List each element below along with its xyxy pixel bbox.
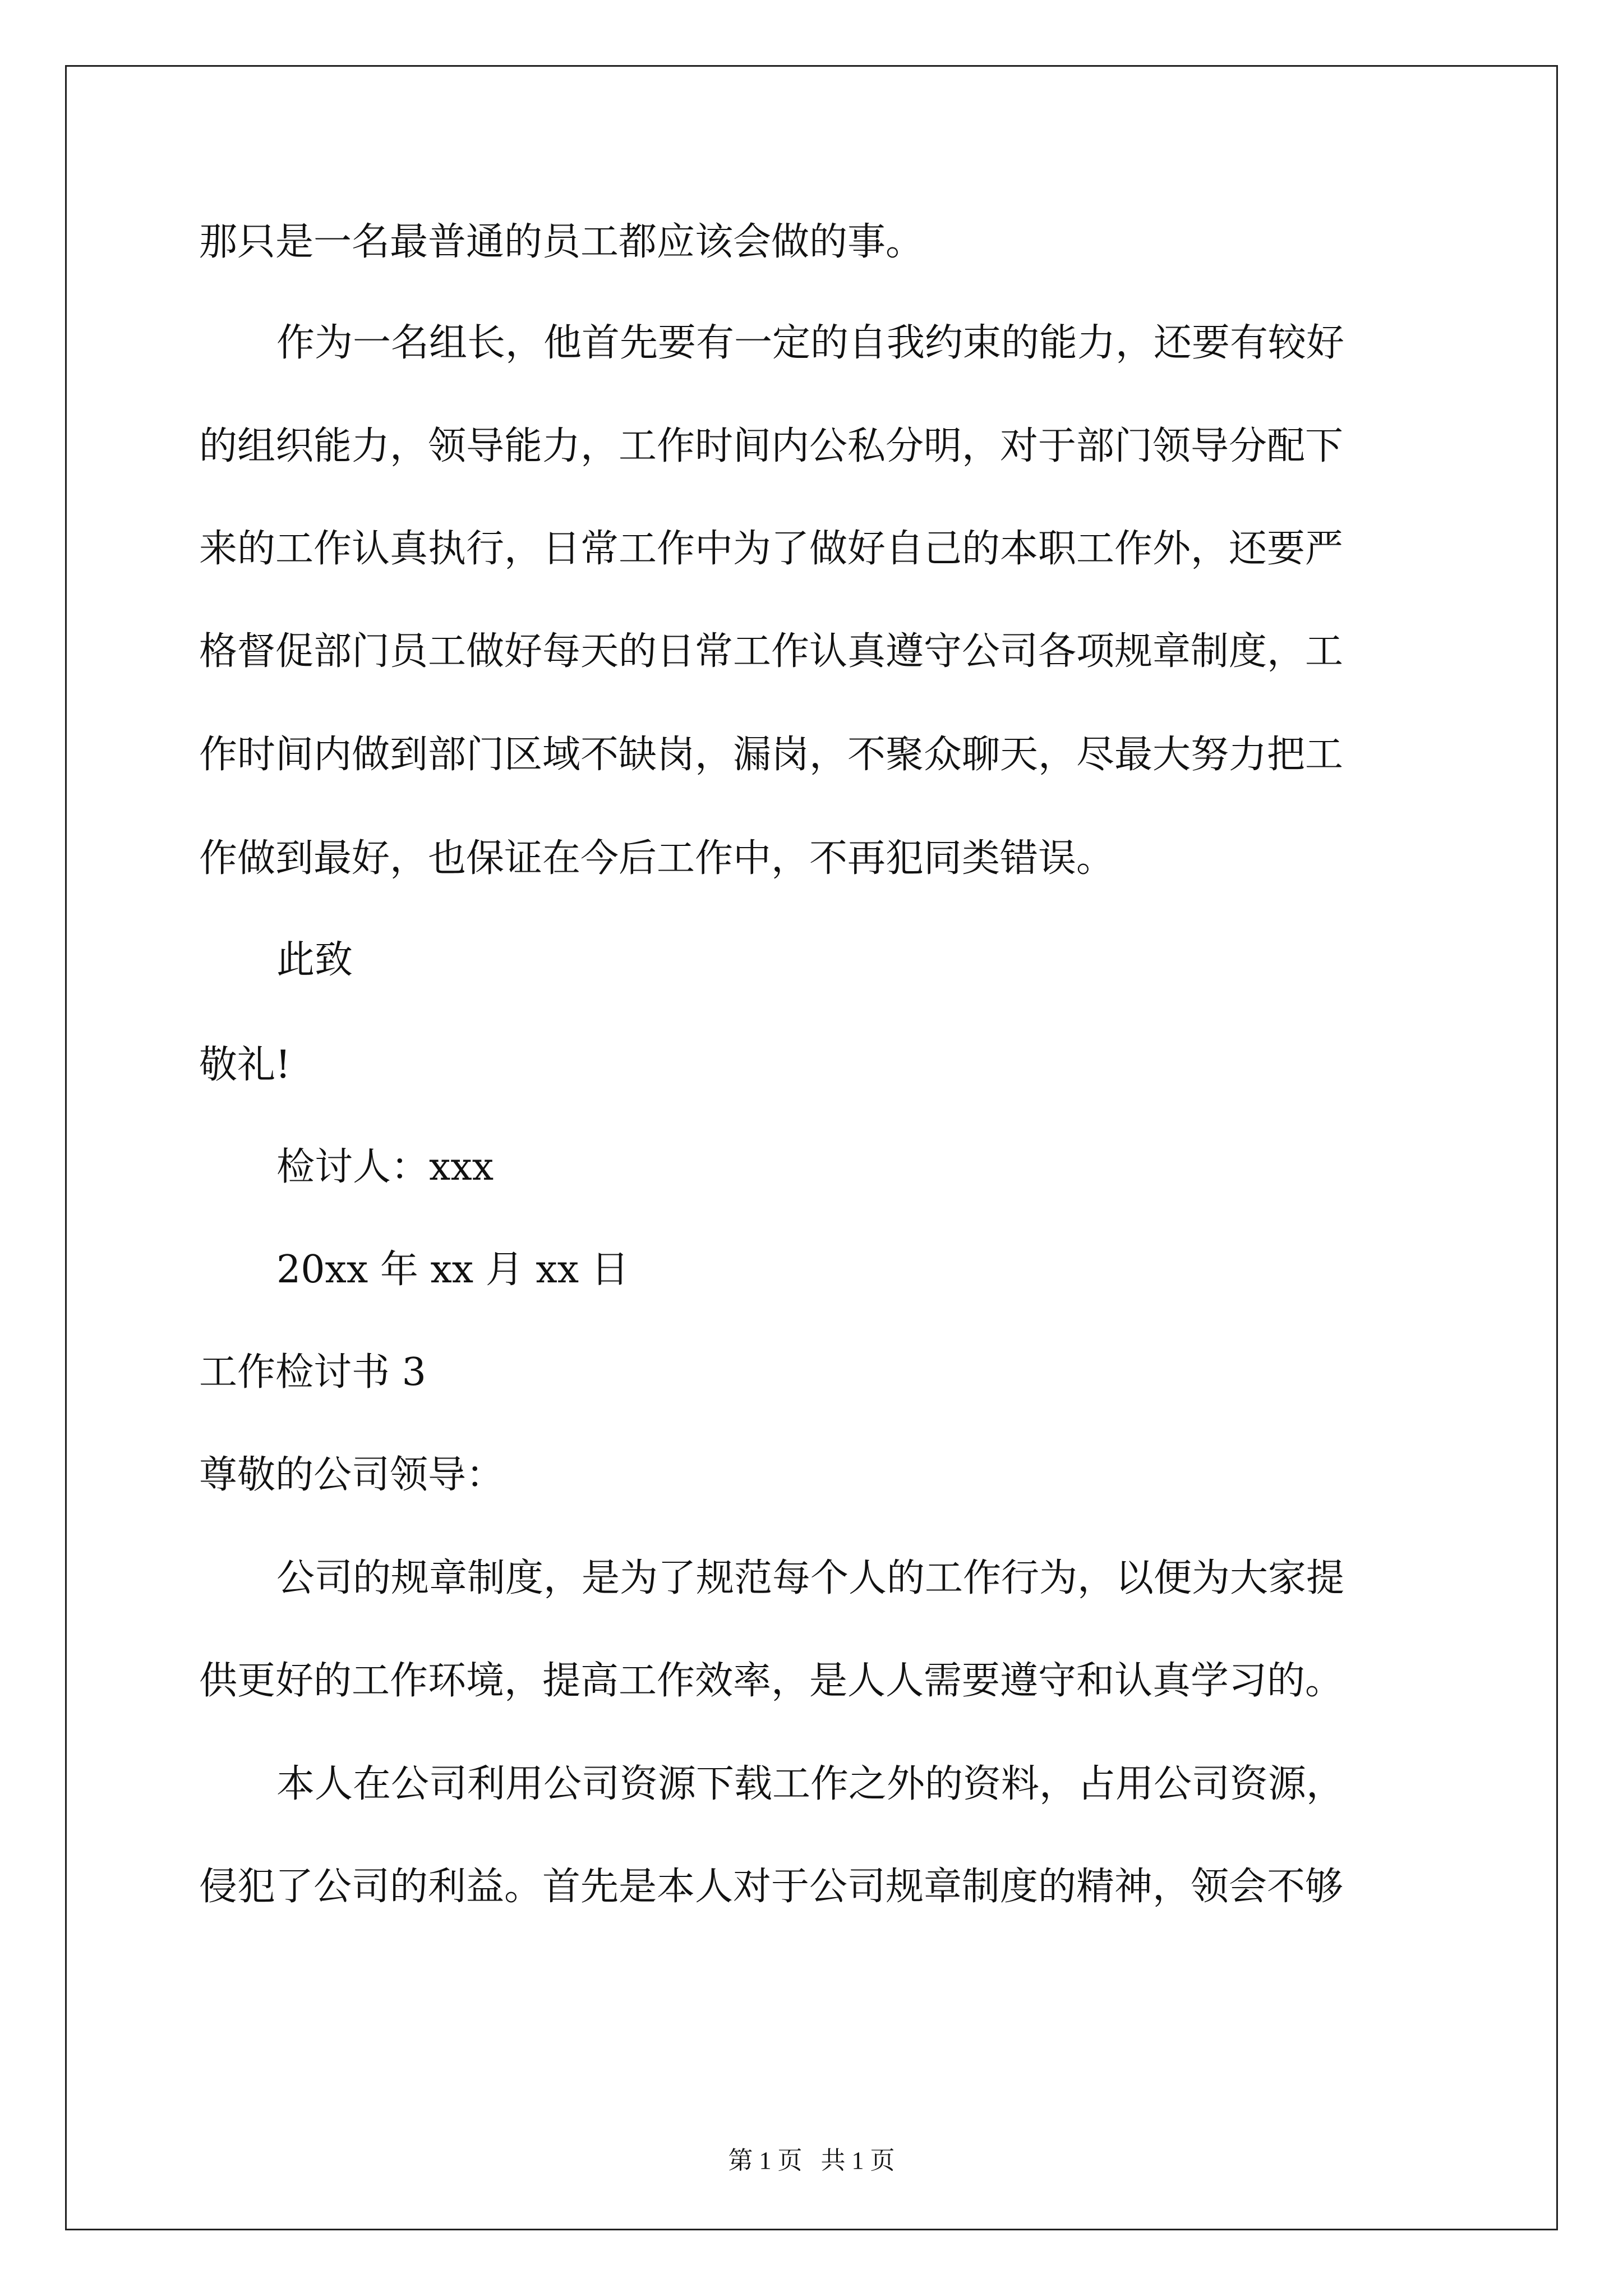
text-line-4: 来的工作认真执行，日常工作中为了做好自己的本职工作外，还要严 bbox=[199, 527, 1344, 571]
text-line-9: 敬礼! bbox=[199, 1043, 291, 1087]
text-line-8: 此致 bbox=[276, 938, 353, 982]
text-line-2: 作为一名组长，他首先要有一定的自我约束的能力，还要有较好 bbox=[276, 321, 1345, 365]
text-line-6: 作时间内做到部门区域不缺岗，漏岗，不聚众聊天，尽最大努力把工 bbox=[199, 733, 1344, 777]
text-line-13: 尊敬的公司领导： bbox=[199, 1453, 505, 1497]
page-footer: 第 1 页 共 1 页 bbox=[728, 2147, 895, 2174]
text-line-14: 公司的规章制度，是为了规范每个人的工作行为，以便为大家提 bbox=[276, 1556, 1345, 1600]
text-line-10: 检讨人：xxx bbox=[276, 1145, 494, 1189]
text-line-16: 本人在公司利用公司资源下载工作之外的资料，占用公司资源， bbox=[276, 1762, 1345, 1806]
text-line-1: 那只是一名最普通的员工都应该会做的事。 bbox=[199, 220, 924, 264]
text-line-17: 侵犯了公司的利益。首先是本人对于公司规章制度的精神，领会不够 bbox=[199, 1865, 1344, 1909]
text-line-7: 作做到最好，也保证在今后工作中，不再犯同类错误。 bbox=[199, 836, 1115, 881]
text-line-12: 工作检讨书 3 bbox=[199, 1350, 426, 1395]
text-line-15: 供更好的工作环境，提高工作效率，是人人需要遵守和认真学习的。 bbox=[199, 1659, 1344, 1703]
text-line-3: 的组织能力，领导能力，工作时间内公私分明，对于部门领导分配下 bbox=[199, 424, 1344, 468]
text-line-5: 格督促部门员工做好每天的日常工作认真遵守公司各项规章制度，工 bbox=[199, 629, 1344, 674]
text-line-11: 20xx 年 xx 月 xx 日 bbox=[276, 1248, 629, 1292]
